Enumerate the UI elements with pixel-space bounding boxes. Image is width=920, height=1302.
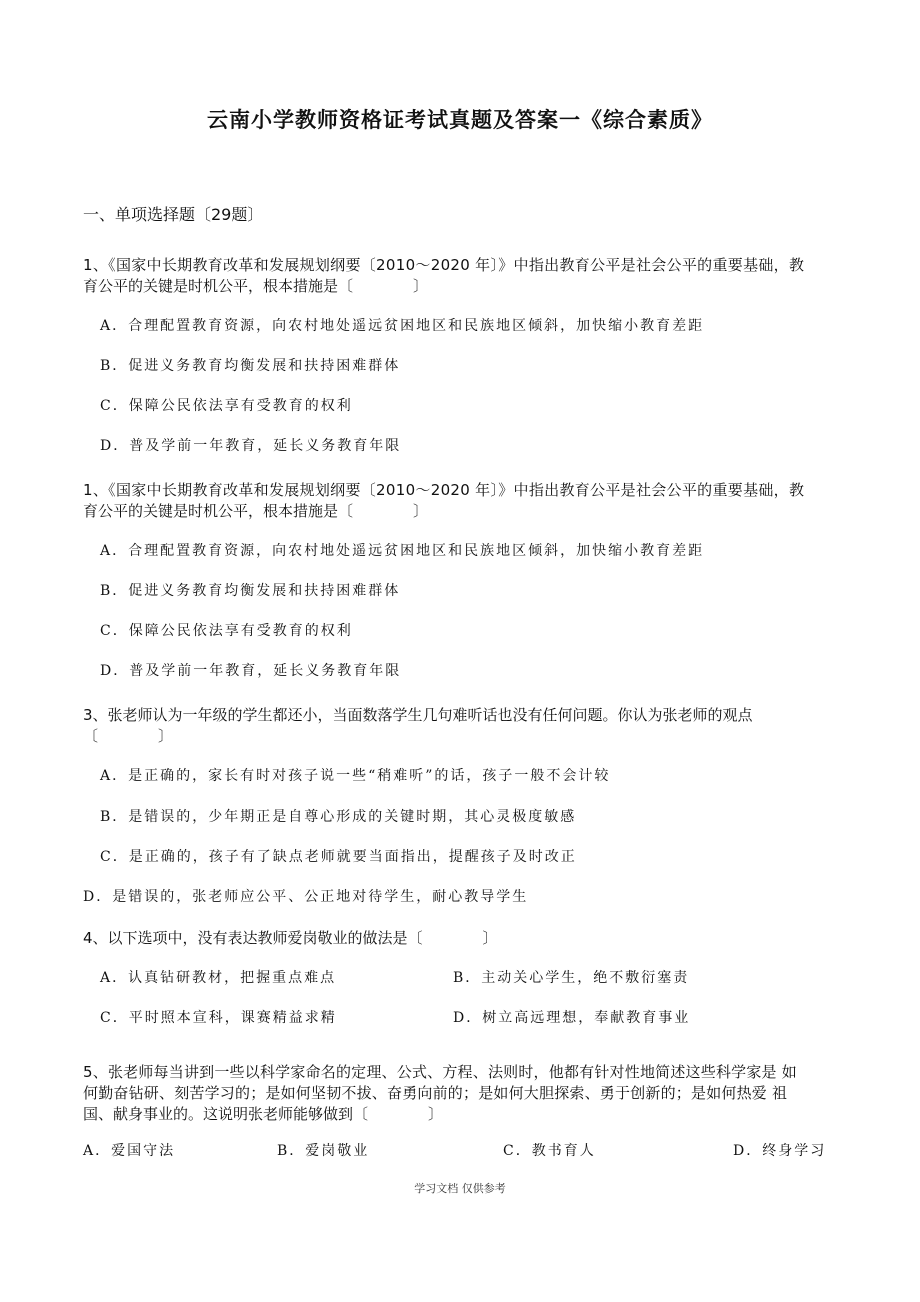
- option-4b: B．主动关心学生，绝不敷衍塞责: [453, 970, 690, 986]
- option-2d: D．普及学前一年教育，延长义务教育年限: [100, 663, 402, 679]
- question-5-line-1: 5、张老师每当讲到一些以科学家命名的定理、公式、方程、法则时，他都有针对性地简述这些科学家是 如: [83, 1063, 797, 1081]
- option-5b: B．爱岗敬业: [277, 1143, 370, 1159]
- option-3c: C．是正确的，孩子有了缺点老师就要当面指出，提醒孩子及时改正: [100, 849, 577, 865]
- option-5d: D．终身学习: [733, 1143, 827, 1159]
- question-2-line-1: 1、《国家中长期教育改革和发展规划纲要〔2010～2020 年〕》中指出教育公平是社会公平的重要基础，教: [83, 481, 805, 499]
- page-title: 云南小学教师资格证考试真题及答案一《综合素质》: [207, 108, 713, 132]
- question-1-line-2: 育公平的关键是时机公平，根本措施是〔 〕: [83, 277, 429, 295]
- option-4d: D．树立高远理想，奉献教育事业: [453, 1010, 691, 1026]
- option-3d: D．是错误的，张老师应公平、公正地对待学生，耐心教导学生: [83, 889, 529, 905]
- option-4a: A．认真钻研教材，把握重点难点: [100, 970, 337, 986]
- option-3b: B．是错误的，少年期正是自尊心形成的关键时期，其心灵极度敏感: [100, 809, 577, 825]
- question-2-line-2: 育公平的关键是时机公平，根本措施是〔 〕: [83, 502, 429, 520]
- option-5a: A．爱国守法: [83, 1143, 176, 1159]
- option-3a: A．是正确的，家长有时对孩子说一些“稍难听”的话，孩子一般不会计较: [100, 768, 611, 784]
- option-2a: A．合理配置教育资源，向农村地处遥远贫困地区和民族地区倾斜，加快缩小教育差距: [100, 543, 705, 559]
- section-heading: 一、单项选择题〔29题〕: [83, 205, 264, 224]
- question-5-line-2: 何勤奋钻研、刻苦学习的；是如何坚韧不拔、奋勇向前的；是如何大胆探索、勇于创新的；是如何热爱 祖: [83, 1084, 788, 1102]
- page-footer: 学习文档 仅供参考: [414, 1182, 506, 1195]
- option-1d: D．普及学前一年教育，延长义务教育年限: [100, 438, 402, 454]
- option-2b: B．促进义务教育均衡发展和扶持困难群体: [100, 583, 401, 599]
- option-2c: C．保障公民依法享有受教育的权利: [100, 623, 353, 639]
- option-1c: C．保障公民依法享有受教育的权利: [100, 398, 353, 414]
- option-1a: A．合理配置教育资源，向农村地处遥远贫困地区和民族地区倾斜，加快缩小教育差距: [100, 318, 705, 334]
- option-5c: C．教书育人: [503, 1143, 596, 1159]
- option-4c: C．平时照本宣科，课赛精益求精: [100, 1010, 337, 1026]
- question-3-line-2: 〔 〕: [83, 727, 174, 745]
- option-1b: B．促进义务教育均衡发展和扶持困难群体: [100, 358, 401, 374]
- question-1-line-1: 1、《国家中长期教育改革和发展规划纲要〔2010～2020 年〕》中指出教育公平是社会公平的重要基础，教: [83, 256, 805, 274]
- question-5-line-3: 国、献身事业的。这说明张老师能够做到〔 〕: [83, 1105, 444, 1123]
- question-4-line-1: 4、以下选项中，没有表达教师爱岗敬业的做法是〔 〕: [83, 929, 498, 947]
- question-3-line-1: 3、张老师认为一年级的学生都还小，当面数落学生几句难听话也没有任何问题。你认为张老师的观点: [83, 706, 753, 724]
